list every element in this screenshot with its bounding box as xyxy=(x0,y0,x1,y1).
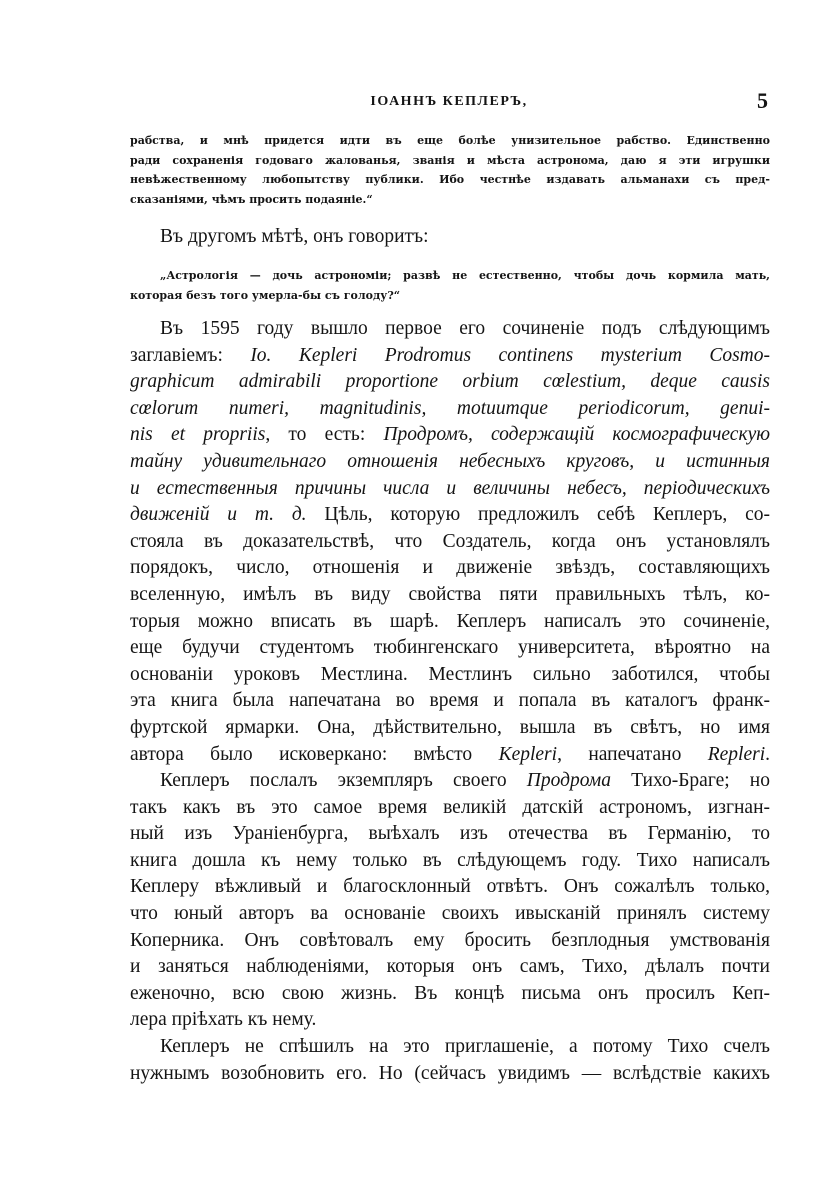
quote-continuation xyxy=(130,131,770,210)
text-line: стояла въ доказательствѣ, что Создатель, когда онъ установлялъ xyxy=(130,530,770,552)
text-line: торыя можно вписать въ шарѣ. Кеплеръ написалъ это сочиненіе, xyxy=(130,610,770,632)
text-line: лера пріѣхать къ нему. xyxy=(130,1009,317,1031)
running-head: ІОАННЪ КЕПЛЕРЪ, xyxy=(370,94,528,109)
text-line: nis et propriis, то есть: Продромъ, содержащій космографическую xyxy=(130,424,770,446)
text-line: что юный авторъ ва основаніе своихъ ивысканій принялъ систему xyxy=(130,902,770,924)
paragraph-invitation xyxy=(130,1034,770,1087)
text-line: такъ какъ въ это самое время великій датскій астрономъ, изгнан- xyxy=(130,796,770,818)
text-line: Кеплеръ послалъ экземпляръ своего Продрома Тихо-Браге; но xyxy=(160,770,770,791)
quote-line: „Астрологія — дочь астрономіи; развѣ не естественно, чтобы дочь кормила мать, xyxy=(160,269,770,282)
page-number: 5 xyxy=(757,88,768,113)
text-line: фуртской ярмарки. Она, дѣйствительно, вышла въ свѣтъ, но имя xyxy=(130,716,770,738)
page-header xyxy=(130,88,768,118)
text-line: заглавіемъ: Io. Kepleri Prodromus continens mysterium Cosmo- xyxy=(130,344,770,366)
text-line: и заняться наблюденіями, которыя онъ самъ, Тихо, дѣлалъ почти xyxy=(130,956,770,978)
text-line: Въ 1595 году вышло первое его сочиненіе подъ слѣдующимъ xyxy=(160,318,770,339)
paragraph-prodromus xyxy=(130,316,770,768)
quote-line: рабства, и мнѣ придется идти въ еще болѣе унизительное рабство. Единственно xyxy=(130,134,770,147)
text-line: движеній и т. д. Цѣль, которую предложилъ себѣ Кеплеръ, со- xyxy=(130,504,770,526)
quote-line: сказаніями, чѣмъ просить подаяніе.“ xyxy=(130,193,373,207)
lead-sentence: Въ другомъ мѣтѣ, онъ говоритъ: xyxy=(160,226,429,247)
text-line: и естественныя причины числа и величины небесъ, періодическихъ xyxy=(130,477,770,499)
quote-line: ради сохраненія годоваго жалованья, званія и мѣста астронома, даю я эти игрушки xyxy=(130,153,770,167)
text-line: основаніи уроковъ Местлина. Местлинъ сильно заботился, чтобы xyxy=(130,663,770,685)
quote-line: невѣжественному любопытству публики. Ибо честнѣе издавать альманахи съ пред- xyxy=(130,173,770,187)
text-line: graphicum admirabili proportione orbium cœlestium, deque causis xyxy=(130,371,770,393)
quote-line: которая безъ того умерла-бы съ голоду?“ xyxy=(130,288,401,302)
text-line: тайну удивительнаго отношенія небесныхъ круговъ, и истинныя xyxy=(130,450,770,472)
text-line: Коперника. Онъ совѣтовалъ ему бросить безплодныя умствованія xyxy=(130,929,770,951)
text-line: ный изъ Ураніенбурга, выѣхалъ изъ отечества въ Германію, то xyxy=(130,823,770,845)
text-line: еще будучи студентомъ тюбингенскаго университета, вѣроятно на xyxy=(130,637,770,659)
text-line: порядокъ, число, отношенія и движеніе звѣздъ, составляющихъ xyxy=(130,557,770,579)
text-line: книга дошла къ нему только въ слѣдующемъ году. Тихо написалъ xyxy=(130,849,770,871)
paragraph-tycho xyxy=(130,768,770,1034)
text-line: автора было исковеркано: вмѣсто Kepleri, напечатано Repleri. xyxy=(130,743,770,765)
text-line: нужнымъ возобновить его. Но (сейчасъ увидимъ — вслѣдствіе какихъ xyxy=(130,1062,770,1084)
text-line: вселенную, имѣлъ въ виду свойства пяти правильныхъ тѣлъ, ко- xyxy=(130,583,770,605)
text-line: Кеплеру вѣжливый и благосклонный отвѣтъ. Онъ сожалѣлъ только, xyxy=(130,876,770,898)
text-line: еженочно, всю свою жизнь. Въ концѣ письма онъ просилъ Кеп- xyxy=(130,982,770,1004)
astrology-quote xyxy=(130,266,770,305)
text-line: Кеплеръ не спѣшилъ на это приглашеніе, а потому Тихо счелъ xyxy=(160,1036,770,1057)
text-line: cœlorum numeri, magnitudinis, motuumque periodicorum, genui- xyxy=(130,397,770,419)
text-line: эта книга была напечатана во время и попала въ каталогъ франк- xyxy=(130,690,770,712)
